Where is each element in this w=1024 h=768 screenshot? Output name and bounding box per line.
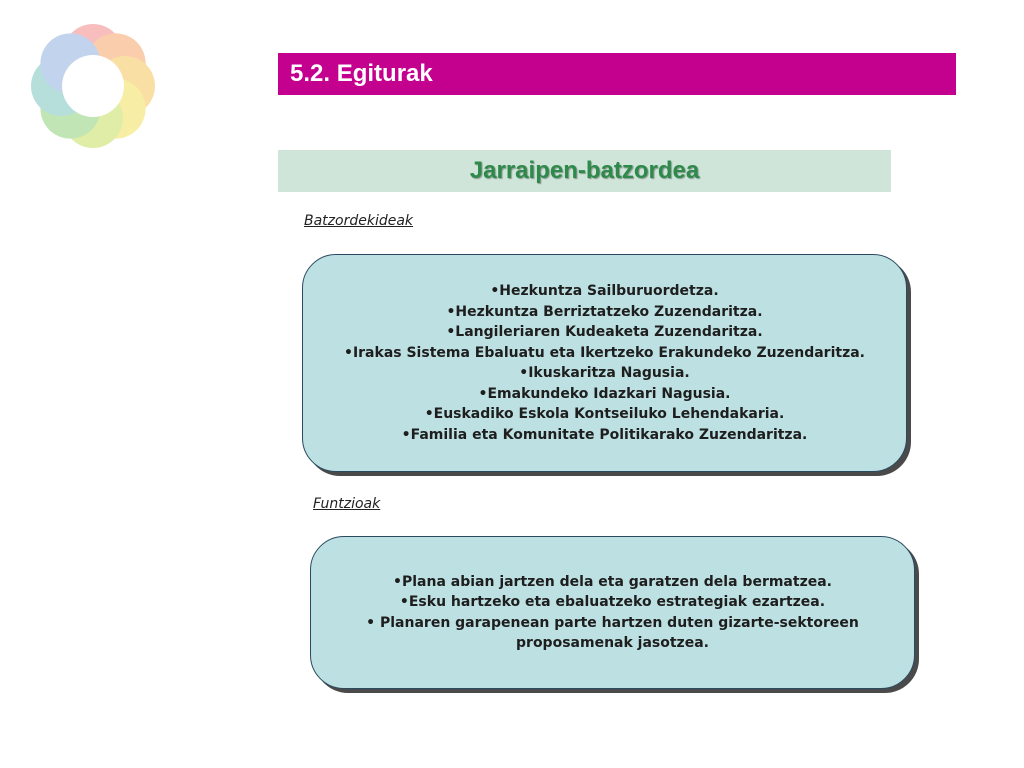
list-item: •Euskadiko Eskola Kontseiluko Lehendakaria. xyxy=(424,406,785,422)
list-item: •Emakundeko Idazkari Nagusia. xyxy=(478,385,731,402)
functions-box xyxy=(310,536,915,689)
list-item: •Ikuskaritza Nagusia. xyxy=(519,365,690,381)
color-ring-logo-icon xyxy=(28,24,158,148)
members-label: Batzordekideak xyxy=(304,213,414,229)
members-box xyxy=(302,254,907,472)
list-item: •Hezkuntza Sailburuordetza. xyxy=(490,283,719,299)
list-item: •Esku hartzeko eta ebaluatzeko estrategiak ezartzea. xyxy=(399,594,826,610)
list-item: •Hezkuntza Berriztatzeko Zuzendaritza. xyxy=(446,303,763,320)
list-item: •Familia eta Komunitate Politikarako Zuzendaritza. xyxy=(401,426,808,443)
list-item: •Irakas Sistema Ebaluatu eta Ikertzeko Erakundeko Zuzendaritza. xyxy=(344,344,865,361)
functions-label: Funtzioak xyxy=(313,496,381,512)
list-item: • Planaren garapenean parte hartzen duten gizarte-sektoreen proposamenak jasotzea. xyxy=(366,614,859,651)
page-title: 5.2. Egiturak xyxy=(278,53,956,95)
section-title: Jarraipen-batzordea xyxy=(278,150,891,192)
list-item: •Langileriaren Kudeaketa Zuzendaritza. xyxy=(446,324,763,340)
list-item: •Plana abian jartzen dela eta garatzen dela bermatzea. xyxy=(393,573,832,590)
